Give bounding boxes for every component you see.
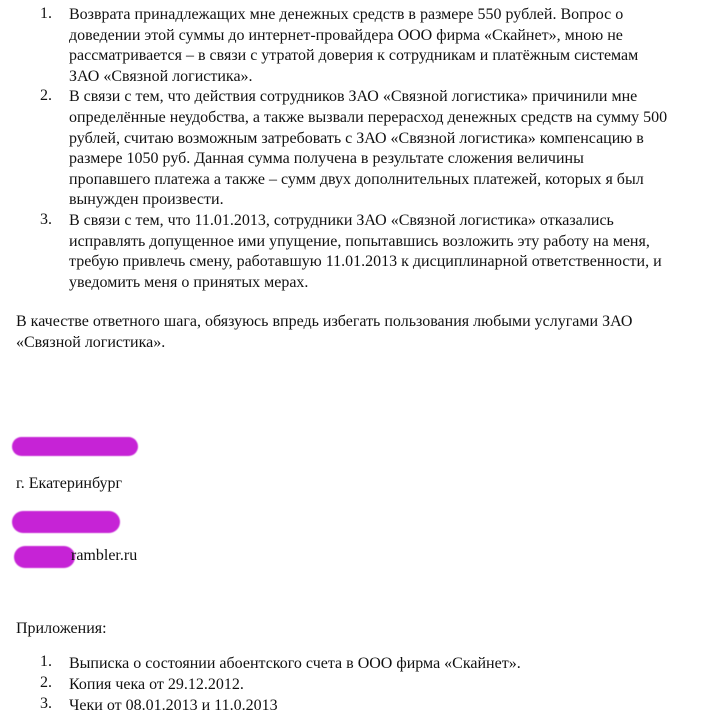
list-item-text: Чеки от 08.01.2013 и 11.0.2013 <box>69 697 278 714</box>
list-item <box>0 653 690 674</box>
list-item-text: Выписка о состоянии абоентского счета в ООО фирма «Скайнет». <box>69 655 521 672</box>
redacted-name-block <box>12 437 138 456</box>
list-item <box>0 5 690 87</box>
list-item <box>0 695 690 716</box>
list-item-number: 1. <box>40 653 52 670</box>
list-item <box>0 211 690 293</box>
closing-paragraph: В качестве ответного шага, обязуюсь впредь избегать пользования любыми услугами ЗАО «Связной логистика». <box>16 313 633 351</box>
list-item-number: 2. <box>40 674 52 691</box>
list-item-text: В связи с тем, что 11.01.2013, сотрудники ЗАО «Связной логистика» отказались исправлять допущенное ими упущение, попытавшись возложить эту работу на меня, требую привлечь смену, работавшую 11.01.2013 к дисциплинарной ответственности, и уведомить меня о принятых мерах. <box>69 211 662 291</box>
redacted-phone-block <box>12 511 120 533</box>
list-item-text: Копия чека от 29.12.2012. <box>69 676 244 693</box>
signature-city: г. Екатеринбург <box>16 475 123 492</box>
signature-email-domain: rambler.ru <box>71 547 138 564</box>
list-item <box>0 674 690 695</box>
demands-list <box>0 5 690 293</box>
list-item <box>0 87 690 211</box>
redacted-email-user-block <box>14 546 75 568</box>
list-item-text: Возврата принадлежащих мне денежных средств в размере 550 рублей. Вопрос о доведении этой суммы до интернет-провайдера ООО фирма «Скайнет», мною не рассматривается – в связи с утратой доверия к сотрудникам и платёжным системам ЗАО «Связной логистика». <box>69 6 639 85</box>
list-item-number: 3. <box>40 210 52 228</box>
list-item-number: 2. <box>40 87 52 105</box>
list-item-text: В связи с тем, что действия сотрудников ЗАО «Связной логистика» причинили мне определённые неудобства, а также вызвали перерасход денежных средств на сумму 500 рублей, считаю возможным затребовать с ЗАО «Связной логистика» компенсацию в размере 1050 руб. Данная сумма получена в результате сложения величины пропавшего платежа а также – сумм двух дополнительных платежей, которых я был вынужден произвести. <box>69 88 668 209</box>
list-item-number: 1. <box>40 5 52 22</box>
attachments-list <box>0 653 690 716</box>
list-item-number: 3. <box>40 695 52 712</box>
attachments-title: Приложения: <box>16 620 107 637</box>
